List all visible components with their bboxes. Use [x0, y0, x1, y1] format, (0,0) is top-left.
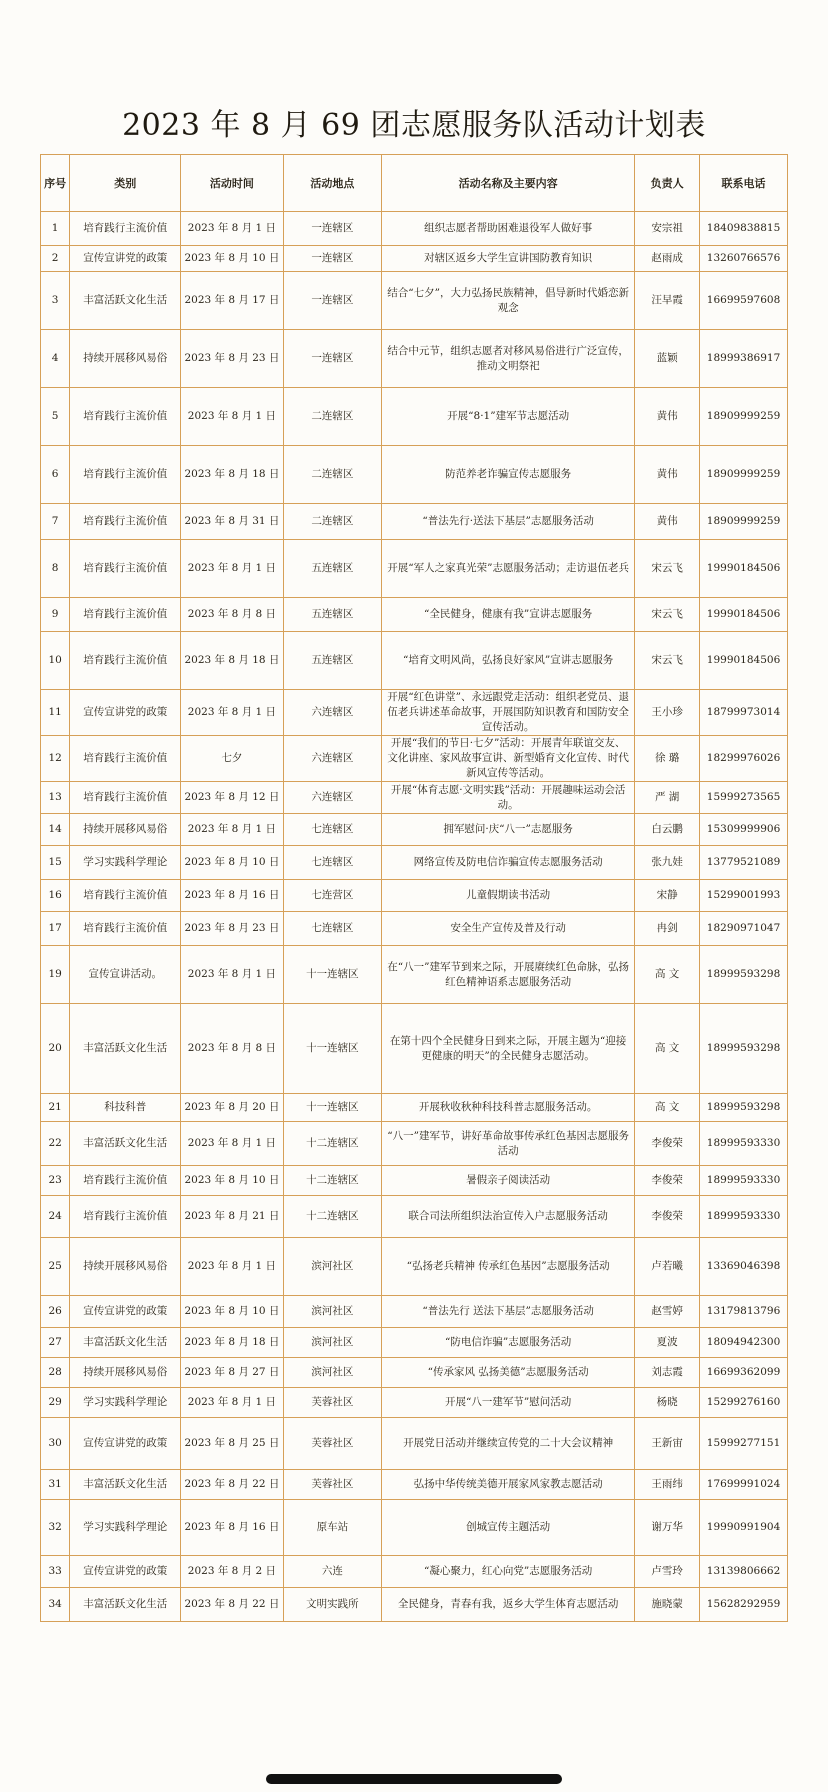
activity-plan-table [40, 154, 788, 1622]
cell-phone: 15309999906 [700, 814, 788, 846]
cell-content: 拥军慰问·庆“八一”志愿服务 [382, 814, 635, 846]
cell-content: “培育文明风尚，弘扬良好家风”宣讲志愿服务 [382, 632, 635, 690]
table-row [41, 246, 788, 272]
cell-content: “八一”建军节，讲好革命故事传承红色基因志愿服务活动 [382, 1122, 635, 1166]
cell-phone: 18999386917 [700, 330, 788, 388]
cell-content: 开展“我们的节日·七夕”活动：开展青年联谊交友、文化讲座、家风故事宣讲、新型婚育文化宣传、时代新风宣传等活动。 [382, 736, 635, 782]
cell-phone: 19990184506 [700, 632, 788, 690]
cell-content: 开展秋收秋种科技科普志愿服务活动。 [382, 1094, 635, 1122]
cell-no: 11 [41, 690, 70, 736]
cell-phone: 18999593330 [700, 1166, 788, 1196]
cell-no: 6 [41, 446, 70, 504]
cell-content: 开展“红色讲堂”、永远跟党走活动：组织老党员、退伍老兵讲述革命故事，开展国防知识教育和国防安全宣传活动。 [382, 690, 635, 736]
cell-content: “凝心聚力，红心向党”志愿服务活动 [382, 1556, 635, 1588]
cell-no: 23 [41, 1166, 70, 1196]
cell-no: 4 [41, 330, 70, 388]
cell-leader: 严 湖 [635, 782, 700, 814]
cell-phone: 18999593298 [700, 1094, 788, 1122]
cell-category: 培育践行主流价值 [70, 212, 181, 246]
cell-place: 十一连辖区 [283, 1094, 381, 1122]
cell-place: 六连辖区 [283, 736, 381, 782]
cell-leader: 谢万华 [635, 1500, 700, 1556]
cell-content: 联合司法所组织法治宣传入户志愿服务活动 [382, 1196, 635, 1238]
table-row [41, 1238, 788, 1296]
table-row [41, 1500, 788, 1556]
cell-no: 34 [41, 1588, 70, 1622]
cell-leader: 王雨纬 [635, 1470, 700, 1500]
cell-leader: 张九娃 [635, 846, 700, 880]
cell-place: 五连辖区 [283, 632, 381, 690]
cell-no: 32 [41, 1500, 70, 1556]
cell-category: 持续开展移风易俗 [70, 814, 181, 846]
cell-leader: 卢雪玲 [635, 1556, 700, 1588]
table-row [41, 946, 788, 1004]
cell-leader: 高 文 [635, 1004, 700, 1094]
cell-leader: 卢若曦 [635, 1238, 700, 1296]
cell-category: 持续开展移风易俗 [70, 330, 181, 388]
cell-leader: 高 文 [635, 946, 700, 1004]
cell-place: 二连辖区 [283, 446, 381, 504]
cell-phone: 13260766576 [700, 246, 788, 272]
cell-date: 2023 年 8 月 23 日 [181, 912, 284, 946]
cell-place: 五连辖区 [283, 598, 381, 632]
cell-phone: 18409838815 [700, 212, 788, 246]
cell-place: 十一连辖区 [283, 1004, 381, 1094]
cell-category: 宣传宣讲活动。 [70, 946, 181, 1004]
cell-no: 21 [41, 1094, 70, 1122]
cell-place: 一连辖区 [283, 212, 381, 246]
cell-no: 17 [41, 912, 70, 946]
header-date: 活动时间 [181, 155, 284, 212]
cell-content: 暑假亲子阅读活动 [382, 1166, 635, 1196]
cell-leader: 刘志霞 [635, 1358, 700, 1388]
cell-category: 培育践行主流价值 [70, 736, 181, 782]
cell-phone: 19990991904 [700, 1500, 788, 1556]
table-row [41, 272, 788, 330]
table-row [41, 388, 788, 446]
cell-no: 14 [41, 814, 70, 846]
cell-date: 2023 年 8 月 1 日 [181, 690, 284, 736]
cell-place: 滨河社区 [283, 1238, 381, 1296]
cell-no: 20 [41, 1004, 70, 1094]
cell-content: 安全生产宣传及普及行动 [382, 912, 635, 946]
cell-date: 2023 年 8 月 8 日 [181, 1004, 284, 1094]
cell-category: 宣传宣讲党的政策 [70, 690, 181, 736]
cell-leader: 黄伟 [635, 446, 700, 504]
cell-phone: 16699362099 [700, 1358, 788, 1388]
table-row [41, 212, 788, 246]
cell-date: 2023 年 8 月 27 日 [181, 1358, 284, 1388]
cell-leader: 徐 璐 [635, 736, 700, 782]
cell-leader: 赵雨成 [635, 246, 700, 272]
cell-category: 培育践行主流价值 [70, 504, 181, 540]
cell-category: 培育践行主流价值 [70, 1166, 181, 1196]
table-row [41, 1094, 788, 1122]
cell-place: 十二连辖区 [283, 1166, 381, 1196]
cell-place: 二连辖区 [283, 504, 381, 540]
cell-phone: 15999277151 [700, 1418, 788, 1470]
cell-date: 2023 年 8 月 2 日 [181, 1556, 284, 1588]
cell-date: 2023 年 8 月 22 日 [181, 1470, 284, 1500]
cell-date: 2023 年 8 月 1 日 [181, 814, 284, 846]
cell-date: 七夕 [181, 736, 284, 782]
table-row [41, 736, 788, 782]
cell-place: 十一连辖区 [283, 946, 381, 1004]
cell-category: 宣传宣讲党的政策 [70, 1418, 181, 1470]
cell-leader: 白云鹏 [635, 814, 700, 846]
cell-category: 宣传宣讲党的政策 [70, 246, 181, 272]
cell-place: 七连辖区 [283, 846, 381, 880]
cell-phone: 18999593330 [700, 1196, 788, 1238]
table-row [41, 1358, 788, 1388]
cell-leader: 夏波 [635, 1328, 700, 1358]
cell-leader: 赵雪婷 [635, 1296, 700, 1328]
cell-phone: 18799973014 [700, 690, 788, 736]
cell-place: 六连辖区 [283, 690, 381, 736]
cell-phone: 18094942300 [700, 1328, 788, 1358]
cell-no: 8 [41, 540, 70, 598]
cell-category: 学习实践科学理论 [70, 846, 181, 880]
header-phone: 联系电话 [700, 155, 788, 212]
cell-phone: 15299276160 [700, 1388, 788, 1418]
cell-leader: 宋云飞 [635, 598, 700, 632]
cell-no: 3 [41, 272, 70, 330]
cell-date: 2023 年 8 月 8 日 [181, 598, 284, 632]
cell-category: 丰富活跃文化生活 [70, 1470, 181, 1500]
cell-phone: 19990184506 [700, 540, 788, 598]
cell-date: 2023 年 8 月 25 日 [181, 1418, 284, 1470]
cell-place: 一连辖区 [283, 246, 381, 272]
table-row [41, 880, 788, 912]
cell-category: 培育践行主流价值 [70, 782, 181, 814]
cell-phone: 13779521089 [700, 846, 788, 880]
cell-date: 2023 年 8 月 1 日 [181, 388, 284, 446]
header-leader: 负责人 [635, 155, 700, 212]
cell-category: 持续开展移风易俗 [70, 1358, 181, 1388]
cell-place: 七连辖区 [283, 814, 381, 846]
cell-date: 2023 年 8 月 1 日 [181, 1122, 284, 1166]
cell-no: 22 [41, 1122, 70, 1166]
cell-phone: 18999593298 [700, 1004, 788, 1094]
header-no: 序号 [41, 155, 70, 212]
cell-leader: 施晓蒙 [635, 1588, 700, 1622]
cell-content: “传承家风 弘扬美德”志愿服务活动 [382, 1358, 635, 1388]
cell-place: 十二连辖区 [283, 1122, 381, 1166]
cell-no: 1 [41, 212, 70, 246]
cell-leader: 高 文 [635, 1094, 700, 1122]
cell-leader: 黄伟 [635, 504, 700, 540]
cell-phone: 19990184506 [700, 598, 788, 632]
cell-category: 培育践行主流价值 [70, 540, 181, 598]
cell-category: 学习实践科学理论 [70, 1388, 181, 1418]
cell-no: 24 [41, 1196, 70, 1238]
cell-place: 芙蓉社区 [283, 1388, 381, 1418]
cell-date: 2023 年 8 月 16 日 [181, 1500, 284, 1556]
table-row [41, 846, 788, 880]
table-row [41, 1122, 788, 1166]
table-row [41, 446, 788, 504]
cell-date: 2023 年 8 月 17 日 [181, 272, 284, 330]
cell-category: 学习实践科学理论 [70, 1500, 181, 1556]
cell-date: 2023 年 8 月 23 日 [181, 330, 284, 388]
cell-content: 在第十四个全民健身日到来之际，开展主题为“迎接更健康的明天”的全民健身志愿活动。 [382, 1004, 635, 1094]
cell-no: 25 [41, 1238, 70, 1296]
cell-leader: 王新宙 [635, 1418, 700, 1470]
cell-content: 网络宣传及防电信诈骗宣传志愿服务活动 [382, 846, 635, 880]
cell-no: 28 [41, 1358, 70, 1388]
cell-no: 9 [41, 598, 70, 632]
cell-content: 防范养老诈骗宣传志愿服务 [382, 446, 635, 504]
cell-content: 开展“体育志愿·文明实践”活动：开展趣味运动会活动。 [382, 782, 635, 814]
cell-category: 培育践行主流价值 [70, 388, 181, 446]
table-row [41, 598, 788, 632]
cell-category: 丰富活跃文化生活 [70, 1328, 181, 1358]
table-row [41, 1166, 788, 1196]
cell-category: 培育践行主流价值 [70, 880, 181, 912]
cell-category: 宣传宣讲党的政策 [70, 1296, 181, 1328]
cell-no: 5 [41, 388, 70, 446]
cell-no: 29 [41, 1388, 70, 1418]
cell-content: 组织志愿者帮助困难退役军人做好事 [382, 212, 635, 246]
table-row [41, 1004, 788, 1094]
cell-date: 2023 年 8 月 18 日 [181, 1328, 284, 1358]
cell-no: 30 [41, 1418, 70, 1470]
cell-leader: 李俊荣 [635, 1196, 700, 1238]
cell-category: 科技科普 [70, 1094, 181, 1122]
cell-place: 七连辖区 [283, 912, 381, 946]
cell-content: 儿童假期读书活动 [382, 880, 635, 912]
cell-leader: 安宗祖 [635, 212, 700, 246]
cell-phone: 18299976026 [700, 736, 788, 782]
cell-content: “全民健身，健康有我”宣讲志愿服务 [382, 598, 635, 632]
cell-content: 创城宣传主题活动 [382, 1500, 635, 1556]
header-content: 活动名称及主要内容 [382, 155, 635, 212]
cell-content: 开展党日活动并继续宣传党的二十大会议精神 [382, 1418, 635, 1470]
cell-no: 19 [41, 946, 70, 1004]
cell-category: 丰富活跃文化生活 [70, 1588, 181, 1622]
cell-content: 开展“八一建军节”慰问活动 [382, 1388, 635, 1418]
cell-phone: 16699597608 [700, 272, 788, 330]
table-row [41, 1418, 788, 1470]
cell-no: 12 [41, 736, 70, 782]
cell-place: 七连营区 [283, 880, 381, 912]
cell-place: 原车站 [283, 1500, 381, 1556]
table-row [41, 1388, 788, 1418]
table-row [41, 1196, 788, 1238]
table-row [41, 1296, 788, 1328]
cell-no: 33 [41, 1556, 70, 1588]
cell-date: 2023 年 8 月 1 日 [181, 1238, 284, 1296]
cell-no: 26 [41, 1296, 70, 1328]
cell-content: “弘扬老兵精神 传承红色基因”志愿服务活动 [382, 1238, 635, 1296]
cell-date: 2023 年 8 月 1 日 [181, 540, 284, 598]
cell-category: 培育践行主流价值 [70, 446, 181, 504]
cell-leader: 冉剑 [635, 912, 700, 946]
cell-place: 芙蓉社区 [283, 1418, 381, 1470]
cell-leader: 李俊荣 [635, 1122, 700, 1166]
cell-leader: 杨晓 [635, 1388, 700, 1418]
cell-place: 滨河社区 [283, 1358, 381, 1388]
cell-place: 一连辖区 [283, 272, 381, 330]
cell-date: 2023 年 8 月 16 日 [181, 880, 284, 912]
table-row [41, 504, 788, 540]
cell-category: 丰富活跃文化生活 [70, 272, 181, 330]
cell-place: 滨河社区 [283, 1328, 381, 1358]
cell-no: 2 [41, 246, 70, 272]
cell-content: 在“八一”建军节到来之际，开展赓续红色命脉，弘扬红色精神语系志愿服务活动 [382, 946, 635, 1004]
cell-content: 对辖区返乡大学生宣讲国防教育知识 [382, 246, 635, 272]
cell-content: 开展“军人之家真光荣”志愿服务活动；走访退伍老兵 [382, 540, 635, 598]
cell-phone: 18999593298 [700, 946, 788, 1004]
cell-place: 十二连辖区 [283, 1196, 381, 1238]
table-row [41, 912, 788, 946]
table-header-row [41, 155, 788, 212]
cell-phone: 17699991024 [700, 1470, 788, 1500]
cell-category: 培育践行主流价值 [70, 1196, 181, 1238]
table-row [41, 1328, 788, 1358]
cell-phone: 18909999259 [700, 446, 788, 504]
header-category: 类别 [70, 155, 181, 212]
cell-place: 一连辖区 [283, 330, 381, 388]
cell-place: 文明实践所 [283, 1588, 381, 1622]
cell-no: 13 [41, 782, 70, 814]
cell-no: 27 [41, 1328, 70, 1358]
cell-category: 持续开展移风易俗 [70, 1238, 181, 1296]
cell-leader: 黄伟 [635, 388, 700, 446]
cell-phone: 18999593330 [700, 1122, 788, 1166]
cell-content: “普法先行 送法下基层”志愿服务活动 [382, 1296, 635, 1328]
cell-place: 六连 [283, 1556, 381, 1588]
cell-phone: 15999273565 [700, 782, 788, 814]
cell-date: 2023 年 8 月 18 日 [181, 446, 284, 504]
cell-date: 2023 年 8 月 1 日 [181, 212, 284, 246]
table-row [41, 632, 788, 690]
cell-phone: 13139806662 [700, 1556, 788, 1588]
cell-phone: 15628292959 [700, 1588, 788, 1622]
table-row [41, 1588, 788, 1622]
cell-category: 丰富活跃文化生活 [70, 1004, 181, 1094]
cell-phone: 18290971047 [700, 912, 788, 946]
cell-leader: 宋静 [635, 880, 700, 912]
cell-category: 培育践行主流价值 [70, 598, 181, 632]
cell-date: 2023 年 8 月 18 日 [181, 632, 284, 690]
cell-date: 2023 年 8 月 12 日 [181, 782, 284, 814]
cell-no: 10 [41, 632, 70, 690]
cell-date: 2023 年 8 月 1 日 [181, 1388, 284, 1418]
cell-no: 31 [41, 1470, 70, 1500]
table-row [41, 1556, 788, 1588]
cell-no: 7 [41, 504, 70, 540]
cell-content: 全民健身，青春有我，返乡大学生体育志愿活动 [382, 1588, 635, 1622]
cell-phone: 18909999259 [700, 388, 788, 446]
cell-category: 培育践行主流价值 [70, 912, 181, 946]
cell-leader: 蓝颖 [635, 330, 700, 388]
page-title: 2023 年 8 月 69 团志愿服务队活动计划表 [122, 108, 706, 143]
cell-category: 培育践行主流价值 [70, 632, 181, 690]
cell-place: 六连辖区 [283, 782, 381, 814]
table-row [41, 330, 788, 388]
table-row [41, 540, 788, 598]
cell-leader: 宋云飞 [635, 632, 700, 690]
cell-phone: 18909999259 [700, 504, 788, 540]
cell-phone: 15299001993 [700, 880, 788, 912]
cell-leader: 宋云飞 [635, 540, 700, 598]
cell-place: 二连辖区 [283, 388, 381, 446]
cell-date: 2023 年 8 月 10 日 [181, 1166, 284, 1196]
cell-content: 结合中元节，组织志愿者对移风易俗进行广泛宣传，推动文明祭祀 [382, 330, 635, 388]
cell-leader: 王小珍 [635, 690, 700, 736]
cell-date: 2023 年 8 月 22 日 [181, 1588, 284, 1622]
cell-content: 弘扬中华传统美德开展家风家教志愿活动 [382, 1470, 635, 1500]
cell-content: “普法先行·送法下基层”志愿服务活动 [382, 504, 635, 540]
table-row [41, 782, 788, 814]
cell-date: 2023 年 8 月 10 日 [181, 1296, 284, 1328]
cell-place: 五连辖区 [283, 540, 381, 598]
cell-content: “防电信诈骗”志愿服务活动 [382, 1328, 635, 1358]
cell-content: 结合“七夕”，大力弘扬民族精神，倡导新时代婚恋新观念 [382, 272, 635, 330]
cell-place: 滨河社区 [283, 1296, 381, 1328]
cell-date: 2023 年 8 月 10 日 [181, 246, 284, 272]
cell-category: 宣传宣讲党的政策 [70, 1556, 181, 1588]
cell-phone: 13369046398 [700, 1238, 788, 1296]
table-row [41, 1470, 788, 1500]
cell-date: 2023 年 8 月 10 日 [181, 846, 284, 880]
home-indicator [266, 1774, 562, 1784]
cell-date: 2023 年 8 月 21 日 [181, 1196, 284, 1238]
cell-category: 丰富活跃文化生活 [70, 1122, 181, 1166]
cell-date: 2023 年 8 月 1 日 [181, 946, 284, 1004]
cell-phone: 13179813796 [700, 1296, 788, 1328]
cell-date: 2023 年 8 月 31 日 [181, 504, 284, 540]
cell-content: 开展“8·1”建军节志愿活动 [382, 388, 635, 446]
cell-no: 15 [41, 846, 70, 880]
cell-no: 16 [41, 880, 70, 912]
cell-date: 2023 年 8 月 20 日 [181, 1094, 284, 1122]
cell-place: 芙蓉社区 [283, 1470, 381, 1500]
table-row [41, 814, 788, 846]
table-row [41, 690, 788, 736]
cell-leader: 汪早霞 [635, 272, 700, 330]
cell-leader: 李俊荣 [635, 1166, 700, 1196]
header-place: 活动地点 [283, 155, 381, 212]
